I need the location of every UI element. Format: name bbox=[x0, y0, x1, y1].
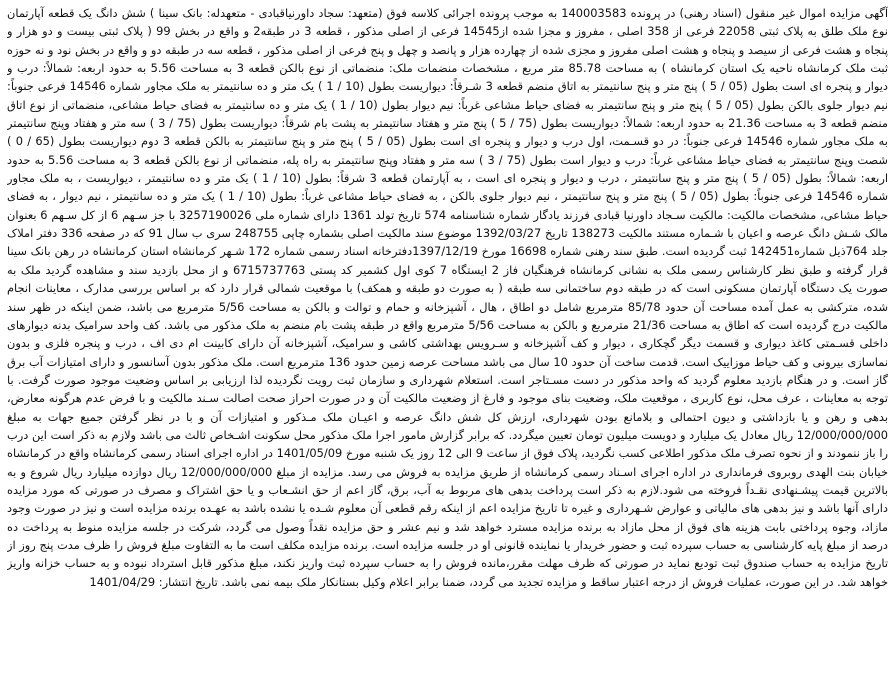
notice-text: آگهی مزایده اموال غیر منقول (اسناد رهنی) در پرونده 140003583 به موجب پرونده اجرائی کلاسه فوق (متعهد: سجاد داورنیاقبادی - متعهدله: بانک سینا ) شش دانگ یک قطعه آپارتمان نوع ملک طلق به پلاک ثبتی 22058 فرعی از 358 اصلی ، مفروز و مجزا شده از14545 فرعی از اصلی مذکور ، قطعه 3 در طبقه2 و واقع در بخش 99 ( پلاک ثبتی بیست و دو هزار و پنجاه و هشت فرعی از سیصد و پنجاه و هشت اصلی مفروز و مجزی شده از چهارده هزار و پانصد و چهل و پنج فرعی از اصلی مذکور ، قطعه سه در طبقه دو و واقع در بخش نود و نه حوزه ثبت ملک کرمانشاه ناحیه یک استان کرمانشاه ) به مساحت 85.78 متر مربع ، مشخصات منضمات ملک: منضماتی از نوع بالکن قطعه 3 به مساحت 5.56 به حدود اربعه: شمالاً: درب و دیوار و پنجره ای است بطول (05 / 5 ) پنج متر و پنج سانتیمتر به اتاق منضم قطعه 3 شـرقاً: دیواریست بطول (10 / 1 ) یک متر و ده سانتیمتر به ملک مجاور شماره 14546 فرعی جنوباً: نیم دیوار جلوی بالکن بطول (05 / 5 ) پنج متر و پنج سانتیمتر به فضای حیاط مشاعی غرباً: نیم دیوار بطول (10 / 1 ) یک متر و ده سانتیمتر به فضای حیاط مشاعی، منضماتی از نوع اتاق منضم قطعه 3 به مساحت 21.36 به حدود اربعه: شمالاً: دیواریست بطول (75 / 5 ) پنج متر و هفتاد سانتیمتر به پشت بام شرقاً: دیواریست بطول (75 / 3 ) سه متر و هفتاد وپنج سانتیمتر به ملک مجاور شماره 14546 فرعی جنوباً: در دو قسـمت، اول درب و دیوار و پنجره ای است بطول (05 / 5 ) پنج متر و پنج سانتیمتر به بالکن قطعه 3 دوم دیواریست بطول (65 / 0 ) شصت وپنج سانتیمتر به فضای حیاط مشاعی غرباً: درب و دیوار است بطول (75 / 3 ) سه متر و هفتاد وپنج سانتیمتر به راه پله، منضماتی از نوع بالکن قطعه 3 به مساحت 5.56 به حدود اربعه: شمالاً: بطول (05 / 5 ) پنج متر و پنج سانتیمتر ، درب و دیوار و پنجره ای است ، به آپارتمان قطعه 3 شرقاً: بطول (10 / 1 ) یک متر و ده سانتیمتر ، دیواریست ، به ملک مجاور شماره 14546 فرعی جنوباً: بطول (05 / 5 ) پنج متر و پنج سانتیمتر ، نیم دیوار جلوی بالکن ، به فضای حیاط مشاعی غرباً: بطول (10 / 1 ) یک متر و ده سانتیمتر ، نیم دیوار ، به فضای حیاط مشاعی، مشخصات مالکیت: مالکیت سـجاد داورنیا قبادی فرزند یادگار شماره شناسنامه 574 تاریخ تولد 1361 دارای شماره ملی 3257190026 با جز سـهم 6 از کل سـهم 6 بعنوان مالک شـش دانگ عرصه و اعیان با شـماره مستند مالکیت 138273 تاریخ 1392/03/27 موضوع سند مالکیت اصلی بشماره چاپی 248755 سری ب سال 91 که در صفحه 336 دفتر املاک جلد 764ذیل شماره142451 ثبت گردیده است. طبق سند رهنی شماره 16698 مورخ 1397/12/19دفترخانه اسناد رسمی شماره 172 شـهر کرمانشاه استان کرمانشاه در رهن بانک سینا قرار گرفته و طبق نظر کارشناس رسمی ملک به نشانی کرمانشاه فرهنگیان فاز 2 ایستگاه 7 کوی اول کشمیر کد پستی 6715737763 و از محل بازدید سند و مشاهده گردید ملک به صورت یک دستگاه آپارتمان مسکونی است که در طبقه دوم ساختمانی سه طبقه ( به صورت دو طبقه و همکف) با موقعیت شمالی قرار دارد که بر اساس بررسی مدارک ، معاینات انجام شده، مترکشی به عمل آمده مساحت آن حدود 85/78 مترمربع شامل دو اطاق ، هال ، آشپزخانه و حمام و توالت و بالکن به مساحت 5/56 مترمربع می باشد، ضمن اینکه در ظهر سند مالکیت درج گردیده است که اطاق به مساحت 21/36 مترمربع و بالکن به مساحت 5/56 مترمربع واقع در طبقه پشت بام منضم به ملک مذکور می باشد. کف واحد سرامیک بدنه دیوارهای داخلی قسـمتی کاغذ دیواری و قسمت دیگر گچکاری ، دیوار و کف آشپزخانه و سـرویس بهداشتی کاشی و سرامیک، آشپزخانه آن دارای کابینت ام دی اف ، درب و پنجره فلزی و بدون نماسازی بیرونی و کف حیاط موزاییک است. قدمت ساخت آن حدود 10 سال می باشد مساحت عرصه زمین حدود 136 مترمربع است. ملک مذکور بدون آسانسور و دارای امتیازات آب برق گاز است. و در هنگام بازدید معلوم گردید که واحد مذکور در دست مسـتاجر است. استعلام شهرداری و سازمان ثبت رویت نگردیده لذا ارزیابی بر اساس وضعیت موجود صورت گرفت. با توجه به معاینات ، عرف محل، نوع کاربری ، موقعیت ملک، وضعیت بنای موجود و فارغ از وضعیت مالکیت آن و در صورت احراز صحت اصالت سـند مالکیت و با فرض عدم هرگونه معارض، بدهی و رهن و یا بازداشتی و دیون احتمالی و بلامانع بودن شهرداری، ارزش کل شش دانگ عرصه و اعیـان ملک مـذکور و امتیازات آن و با در نظر گرفتن جمیع جهات به مبلغ 12/000/000/000 ریال معادل یک میلیارد و دویست میلیون تومان تعیین میگردد. که برابر گزارش مامور اجرا ملک مذکور محل سکونت اشـخاص ثالث می باشد ولازم به ذکر است این درب را باز ننمودند و از نحوه تصرف ملک مذکور اطلاعی کسب نگردید، پلاک فوق از ساعت 9 الی 12 روز یک شنبه مورخ 1401/05/09 در اداره اجرای اسناد رسمی کرمانشاه واقع در کرمانشاه خیابان بنت الهدی روبروی فرمانداری در اداره اجرای اسـناد رسمی کرمانشاه از طریق مزایده به فروش می رسد. مزایده از مبلغ 12/000/000/000 ریال دوازده میلیارد ریال شروع و به بالاترین قیمت پیشـنهادی نقـداً فروخته می شود.لازم به ذکر است پرداخت بدهی های مربوط به آب، برق، گاز اعم از حق انشـعاب و یا حق اشتراک و مصرف در صورتی که مورد مزایده دارای آنها باشد و نیز بدهی های مالیاتی و عوارض شـهرداری و غیره تا تاریخ مزایده اعم از اینکه رقم قطعی آن معلوم شـده یا نشده باشد به عهـده برنده مزایده است و نیز در صورت وجود مازاد، وجوه پرداختی بابت هزینه های فوق از محل مازاد به برنده مزایده مسترد خواهد شد و نیم عشر و حق مزایده نقداً وصول می گردد، شرکت در جلسه مزایده منوط به پرداخت ده درصد از مبلغ پایه کارشناسی به حساب سپرده ثبت و حضور خریدار یا نماینده قانونی او در جلسه مزایده است. برنده مزایده مکلف است ما به التفاوت مبلغ فروش را ظرف مدت پنج روز از تاریخ مزایده به حساب صندوق ثبت تودیع نماید در صورتی که ظرف مهلت مقرر،مانده فروش را به حساب سپرده ثبت واریز نکند، مبلغ مذکور قابل استرداد نبوده و به حساب خزانه واریز خواهد شد. در این صورت، عملیات فروش از درجه اعتبار ساقط و مزایده تجدید می گردد، ضمنا برابر اعلام وکیل بستانکار ملک بیمه نمی باشد. تاریخ انتشار: bbox=[7, 6, 888, 589]
auction-notice bbox=[7, 4, 888, 667]
notice-body bbox=[7, 4, 888, 591]
publish-date: 1401/04/29 bbox=[89, 574, 156, 589]
